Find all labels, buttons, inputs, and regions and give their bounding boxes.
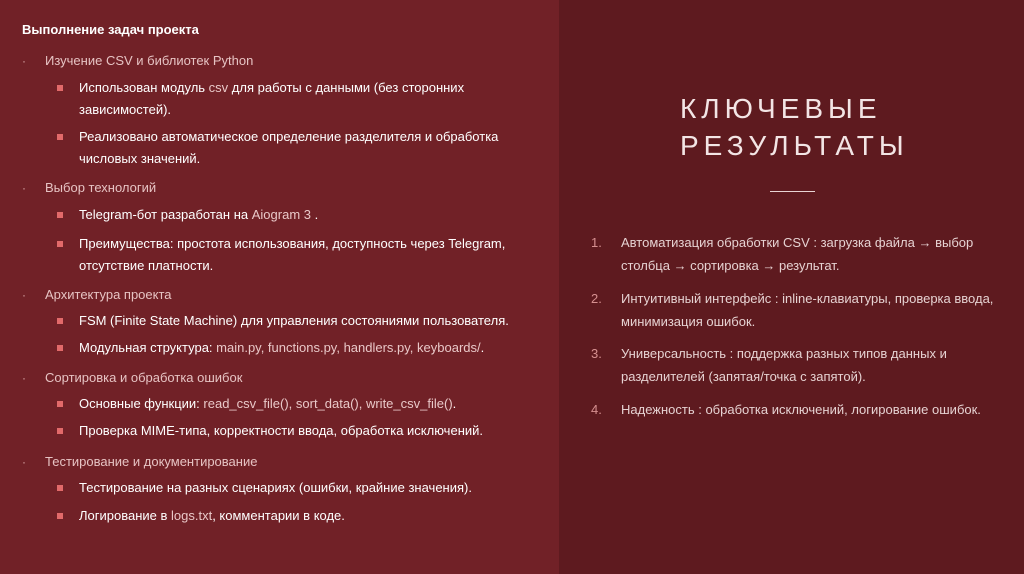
item-bullet-icon [57,513,63,519]
result-text: Надежность : обработка исключений, логирование ошибок. [621,402,981,417]
item-bullet-icon [57,134,63,140]
result-number: 4. [591,402,602,417]
item-bullet-icon [57,428,63,434]
result-text: Универсальность : поддержка разных типов данных и разделителей (запятая/точка с запятой). [621,346,947,384]
tasks-heading: Выполнение задач проекта [22,22,199,37]
section-label-tech: Выбор технологий [45,180,157,195]
section-bullet: · [22,455,26,469]
item-text: Реализовано автоматическое определение разделителя и обработка числовых значений. [79,129,499,166]
item-text: Тестирование на разных сценариях (ошибки, крайние значения). [79,480,472,495]
result-text: Интуитивный интерфейс : inline-клавиатуры, проверка ввода, минимизация ошибок. [621,291,994,329]
item-bullet-icon [57,85,63,91]
result-number: 1. [591,235,602,250]
item-text: Модульная структура: main.py, functions.py, handlers.py, keyboards/. [79,340,485,355]
item-bullet-icon [57,318,63,324]
item-text: Telegram-бот разработан на Aiogram 3 . [79,207,319,222]
title-divider [770,191,815,192]
item-text: Использован модуль csv для работы с данными (без сторонних зависимостей). [79,80,465,117]
section-bullet: · [22,288,26,302]
item-text: Логирование в logs.txt, комментарии в коде. [79,508,345,523]
item-bullet-icon [57,485,63,491]
key-results-title: КЛЮЧЕВЫЕ РЕЗУЛЬТАТЫ [680,93,909,161]
item-bullet-icon [57,212,63,218]
item-text: Преимущества: простота использования, доступность через Telegram, отсутствие платности. [79,236,506,273]
result-number: 2. [591,291,602,306]
item-text: Проверка MIME-типа, корректности ввода, обработка исключений. [79,423,484,438]
item-text: FSM (Finite State Machine) для управления состояниями пользователя. [79,313,509,328]
item-bullet-icon [57,345,63,351]
section-bullet: · [22,54,26,68]
section-label-testing: Тестирование и документирование [45,454,258,469]
section-bullet: · [22,181,26,195]
item-bullet-icon [57,401,63,407]
section-label-sorting: Сортировка и обработка ошибок [45,370,243,385]
item-bullet-icon [57,241,63,247]
section-label-architecture: Архитектура проекта [45,287,172,302]
result-text: Автоматизация обработки CSV : загрузка файла → выбор столбца → сортировка → результат. [621,235,974,273]
section-bullet: · [22,371,26,385]
result-number: 3. [591,346,602,361]
section-label-csv: Изучение CSV и библиотек Python [45,53,254,68]
item-text: Основные функции: read_csv_file(), sort_data(), write_csv_file(). [79,396,457,411]
